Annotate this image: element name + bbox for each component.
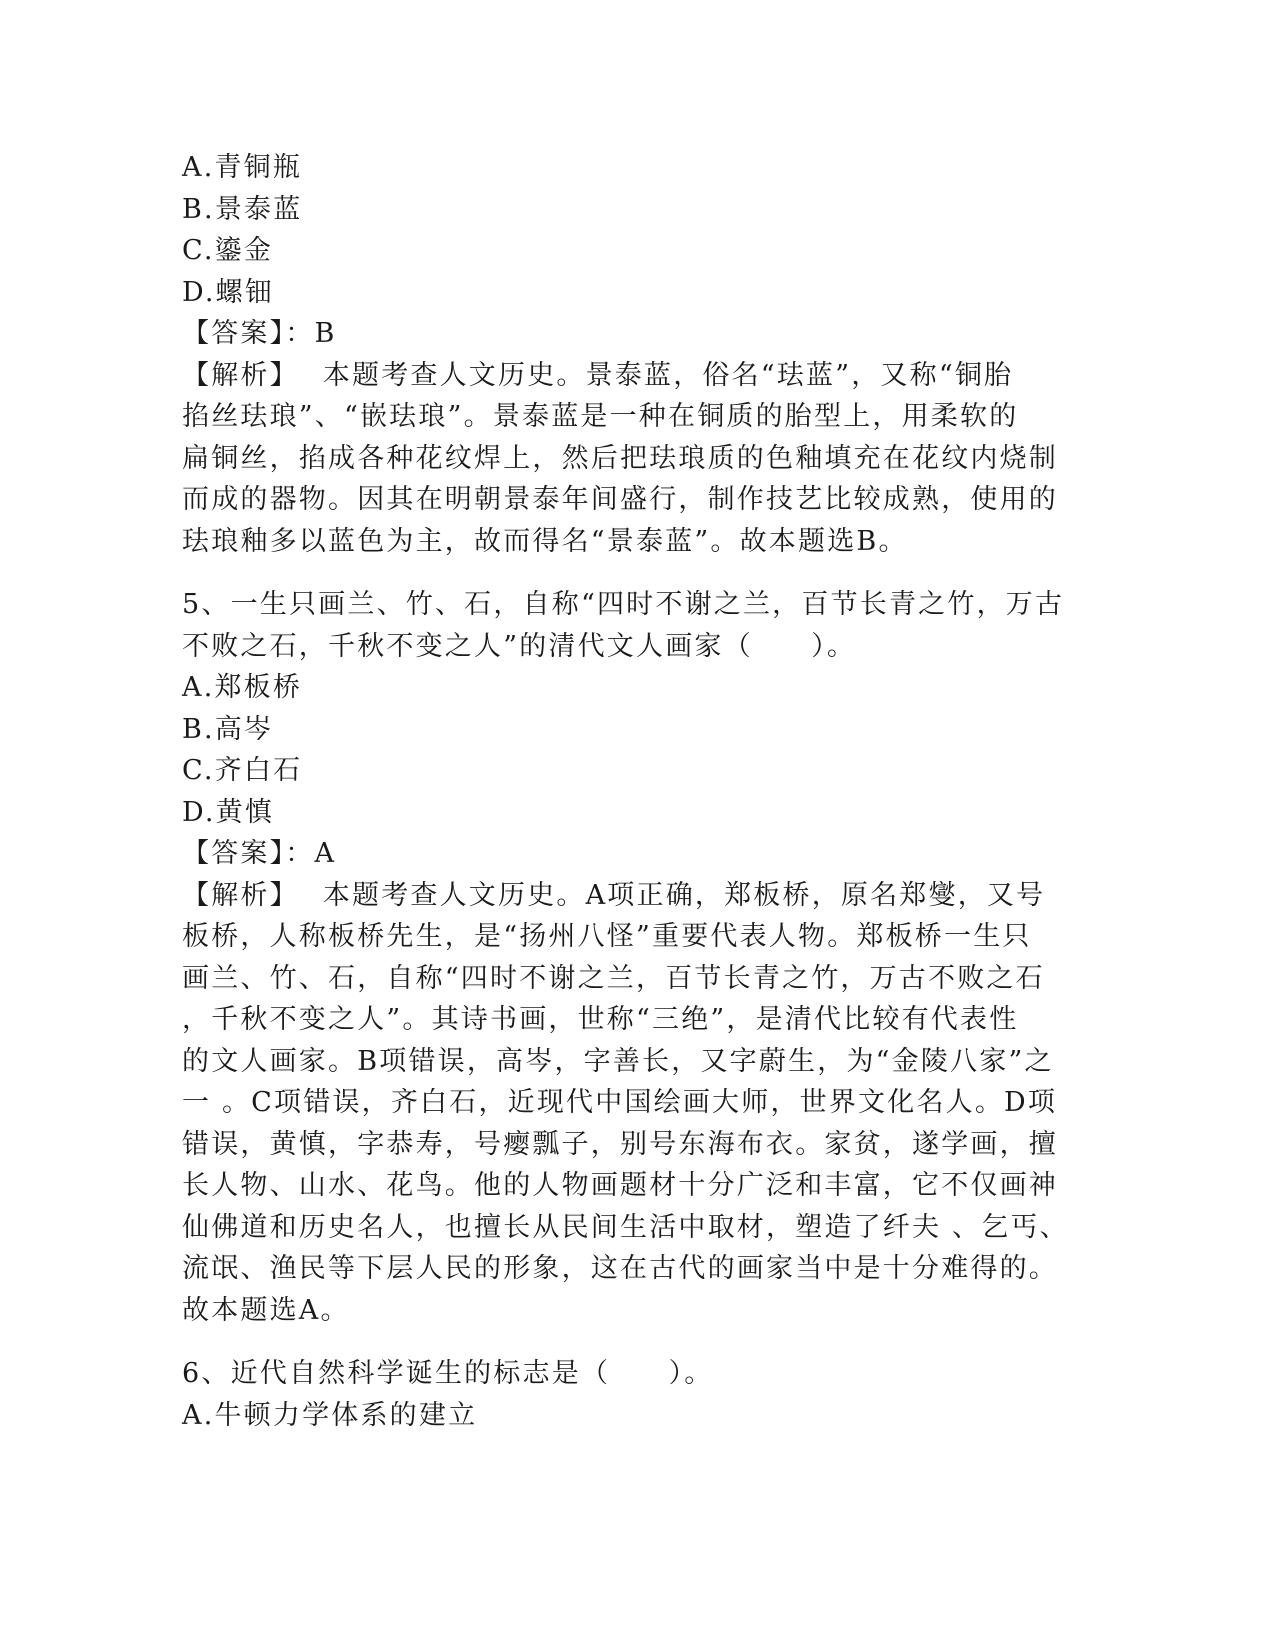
- analysis-line: 的文人画家。B项错误，高岑，字善长，又字蔚生，为“金陵八家”之: [182, 1045, 1054, 1077]
- option-d: D.黄慎: [182, 796, 275, 828]
- option-b: B.高岑: [182, 713, 274, 745]
- option-c: C.齐白石: [182, 755, 303, 786]
- analysis-line: [182, 875, 1082, 917]
- analysis-line: 掐丝珐琅”、“嵌珐琅”。景泰蓝是一种在铜质的胎型上，用柔软的: [182, 401, 1019, 432]
- analysis-line: 长人物、山水、花鸟。他的人物画题材十分广泛和丰富，它不仅画神: [182, 1170, 1058, 1201]
- analysis-line: 而成的器物。因其在明朝景泰年间盛行，制作技艺比较成熟，使用的: [182, 484, 1058, 515]
- question-stem: 不败之石，千秋不变之人”的清代文人画家（ ）。: [182, 630, 857, 662]
- option-d: D.螺钿: [182, 276, 275, 308]
- analysis-line: 故本题选A。: [182, 1294, 350, 1326]
- analysis-text: 本题考查人文历史。A项正确，郑板桥，原名郑燮，又号: [322, 879, 1046, 911]
- option-c: C.鎏金: [182, 235, 274, 266]
- question-stem: 5、一生只画兰、竹、石，自称“四时不谢之兰，百节长青之竹，万古: [182, 589, 1065, 620]
- option-a: A.郑板桥: [182, 672, 303, 703]
- analysis-label: 【解析】: [182, 879, 299, 911]
- question-5: [182, 584, 1082, 1331]
- answer-value: B: [314, 318, 337, 349]
- analysis-label: 【解析】: [182, 359, 299, 391]
- analysis-line: 一 。C项错误，齐白石，近现代中国绘画大师，世界文化名人。D项: [182, 1087, 1058, 1118]
- answer-line: [182, 313, 1082, 355]
- analysis-line: 扁铜丝，掐成各种花纹焊上，然后把珐琅质的色釉填充在花纹内烧制: [182, 442, 1058, 474]
- analysis-text: 本题考查人文历史。景泰蓝，俗名“珐蓝”，又称“铜胎: [322, 359, 1014, 391]
- answer-label: 【答案】：: [182, 838, 315, 869]
- option-b: B.景泰蓝: [182, 193, 303, 225]
- answer-label: 【答案】：: [182, 318, 315, 349]
- analysis-line: [182, 355, 1082, 397]
- option-a: A.青铜瓶: [182, 152, 303, 183]
- exam-page: [182, 147, 1082, 1436]
- answer-value: A: [314, 838, 337, 869]
- question-stem: 6、近代自然科学诞生的标志是（ ）。: [182, 1358, 714, 1389]
- analysis-line: 仙佛道和历史名人，也擅长从民间生活中取材，塑造了纤夫 、乞丐、: [182, 1211, 1069, 1243]
- answer-line: [182, 833, 1082, 875]
- question-4-tail: [182, 147, 1082, 562]
- analysis-line: ，千秋不变之人”。其诗书画，世称“三绝”，是清代比较有代表性: [182, 1004, 1019, 1035]
- analysis-line: 画兰、竹、石，自称“四时不谢之兰，百节长青之竹，万古不败之石: [182, 962, 1045, 994]
- analysis-line: 板桥，人称板桥先生，是“扬州八怪”重要代表人物。郑板桥一生只: [182, 921, 1032, 952]
- question-6: [182, 1353, 1082, 1436]
- analysis-line: 流氓、渔民等下层人民的形象，这在古代的画家当中是十分难得的。: [182, 1253, 1058, 1284]
- option-a: A.牛顿力学体系的建立: [182, 1399, 478, 1431]
- analysis-line: 珐琅釉多以蓝色为主，故而得名“景泰蓝”。故本题选B。: [182, 525, 908, 557]
- analysis-line: 错误，黄慎，字恭寿，号瘿瓢子，别号东海布衣。家贫，遂学画，擅: [182, 1128, 1058, 1160]
